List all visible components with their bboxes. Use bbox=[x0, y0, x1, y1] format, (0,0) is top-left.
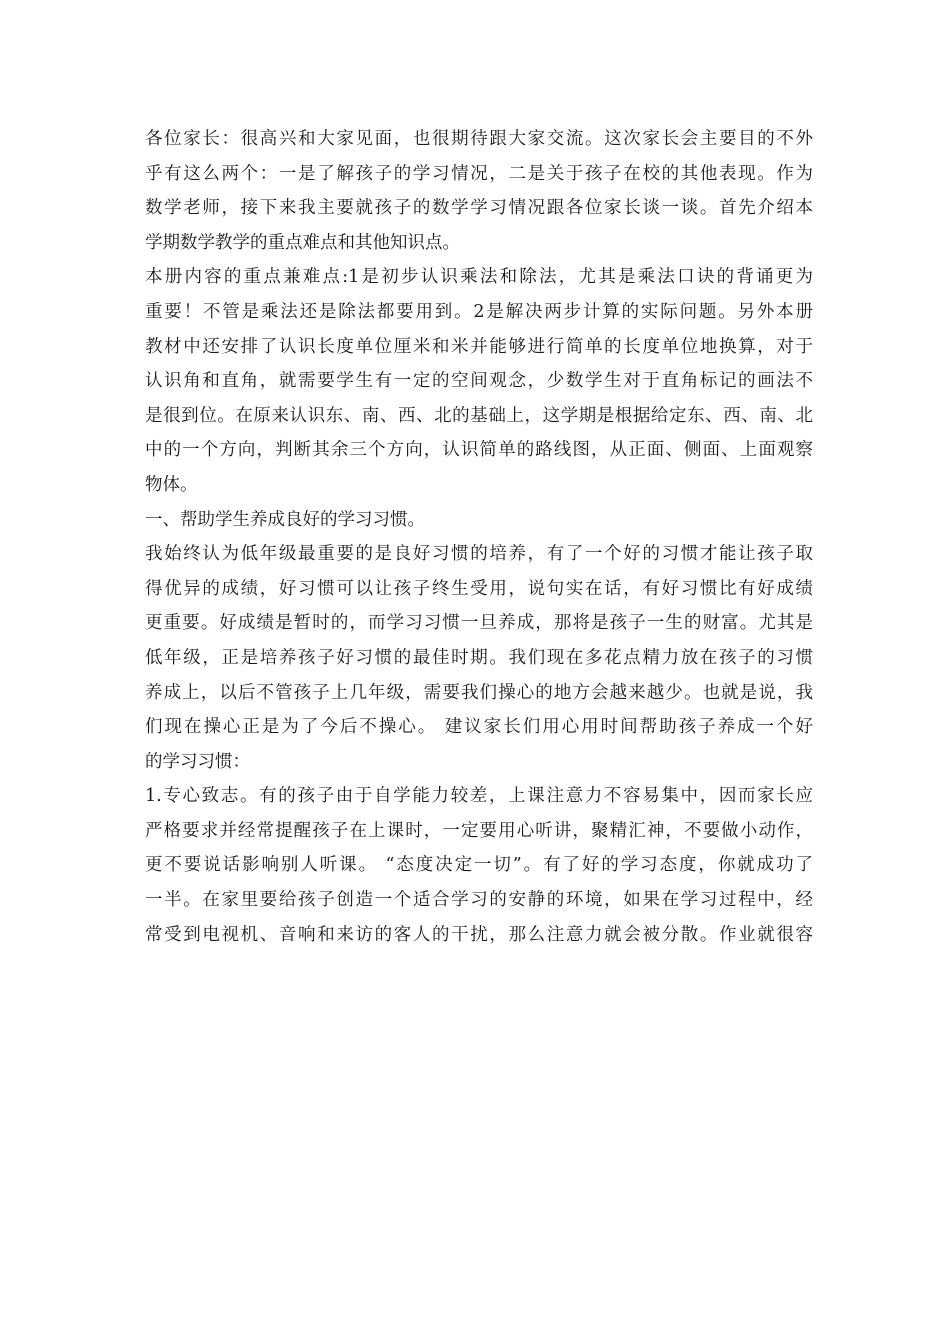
text-line: 本册内容的重点兼难点:1是初步认识乘法和除法，尤其是乘法口诀的背诵更为 bbox=[145, 267, 813, 288]
section-heading: 一、帮助学生养成良好的学习习惯。 bbox=[145, 509, 425, 530]
text-line: 物体。 bbox=[145, 474, 198, 495]
text-line: 更重要。好成绩是暂时的，而学习习惯一旦养成，那将是孩子一生的财富。尤其是 bbox=[145, 613, 813, 634]
document-page bbox=[145, 122, 813, 952]
text-line: 低年级，正是培养孩子好习惯的最佳时期。我们现在多花点精力放在孩子的习惯 bbox=[145, 647, 813, 668]
text-line: 养成上，以后不管孩子上几年级，需要我们操心的地方会越来越少。也就是说，我 bbox=[145, 682, 813, 703]
text-line: 严格要求并经常提醒孩子在上课时，一定要用心听讲，聚精汇神，不要做小动作， bbox=[145, 820, 813, 841]
text-line: 教材中还安排了认识长度单位厘米和米并能够进行简单的长度单位地换算，对于 bbox=[145, 336, 813, 357]
text-line: 各位家长：很高兴和大家见面，也很期待跟大家交流。这次家长会主要目的不外 bbox=[145, 129, 813, 149]
text-line: 一半。在家里要给孩子创造一个适合学习的安静的环境，如果在学习过程中，经 bbox=[145, 890, 813, 911]
text-line: 学期数学教学的重点难点和其他知识点。 bbox=[145, 232, 460, 253]
text-line: 认识角和直角，就需要学生有一定的空间观念，少数学生对于直角标记的画法不 bbox=[145, 371, 813, 392]
text-line: 的学习习惯： bbox=[145, 751, 250, 772]
text-line: 数学老师，接下来我主要就孩子的数学学习情况跟各位家长谈一谈。首先介绍本 bbox=[145, 198, 813, 219]
text-line: 更不要说话影响别人听课。 “态度决定一切”。有了好的学习态度，你就成功了 bbox=[145, 855, 813, 876]
text-line: 得优异的成绩，好习惯可以让孩子终生受用，说句实在话，有好习惯比有好成绩 bbox=[145, 578, 813, 599]
text-line: 1.专心致志。有的孩子由于自学能力较差，上课注意力不容易集中，因而家长应 bbox=[145, 786, 813, 807]
text-line: 常受到电视机、音响和来访的客人的干扰，那么注意力就会被分散。作业就很容 bbox=[145, 924, 813, 945]
text-line: 们现在操心正是为了今后不操心。 建议家长们用心用时间帮助孩子养成一个好 bbox=[145, 717, 813, 738]
text-line: 是很到位。在原来认识东、南、西、北的基础上，这学期是根据给定东、西、南、北 bbox=[145, 405, 813, 426]
text-line: 中的一个方向，判断其余三个方向，认识简单的路线图，从正面、侧面、上面观察 bbox=[145, 440, 813, 461]
text-line: 我始终认为低年级最重要的是良好习惯的培养，有了一个好的习惯才能让孩子取 bbox=[145, 544, 813, 565]
text-line: 重要！不管是乘法还是除法都要用到。2是解决两步计算的实际问题。另外本册 bbox=[145, 301, 813, 322]
text-line: 乎有这么两个：一是了解孩子的学习情况，二是关于孩子在校的其他表现。作为 bbox=[145, 163, 813, 184]
